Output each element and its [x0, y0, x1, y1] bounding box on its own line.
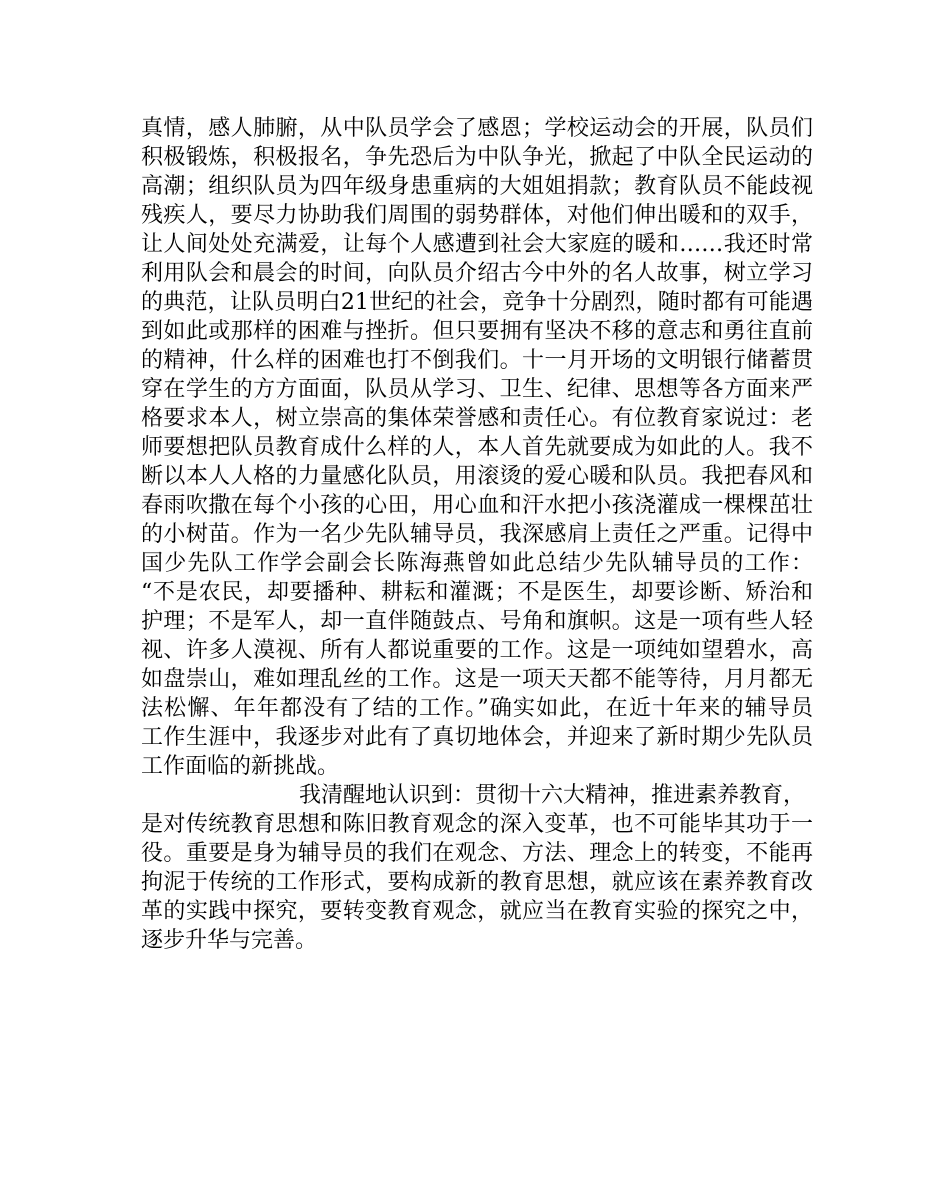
- document-body: [141, 114, 813, 955]
- text-line: 断以本人人格的力量感化队员，用滚烫的爱心暖和队员。我把春风和: [141, 464, 813, 489]
- text-line: 工作生涯中，我逐步对此有了真切地体会，并迎来了新时期少先队员: [141, 725, 813, 750]
- text-line: 护理；不是军人，却一直伴随鼓点、号角和旗帜。这是一项有些人轻: [141, 609, 813, 634]
- text-line: 我清醒地认识到：贯彻十六大精神，推进素养教育，: [299, 783, 806, 808]
- text-line: 到如此或那样的困难与挫折。但只要拥有坚决不移的意志和勇往直前: [141, 319, 813, 344]
- text-line: 视、许多人漠视、所有人都说重要的工作。这是一项纯如望碧水，高: [141, 638, 813, 663]
- text-line: 让人间处处充满爱，让每个人感遭到社会大家庭的暖和……我还时常: [141, 232, 813, 257]
- text-line: 是对传统教育思想和陈旧教育观念的深入变革，也不可能毕其功于一: [141, 812, 813, 837]
- text-line: “不是农民，却要播种、耕耘和灌溉；不是医生，却要诊断、矫治和: [141, 580, 813, 605]
- text-line: 积极锻炼，积极报名，争先恐后为中队争光，掀起了中队全民运动的: [141, 145, 813, 170]
- text-line: 师要想把队员教育成什么样的人，本人首先就要成为如此的人。我不: [141, 435, 813, 460]
- text-line: 残疾人，要尽力协助我们周围的弱势群体，对他们伸出暖和的双手，: [141, 203, 813, 228]
- text-line: 真情，感人肺腑，从中队员学会了感恩；学校运动会的开展，队员们: [141, 116, 813, 141]
- text-line: 如盘崇山，难如理乱丝的工作。这是一项天天都不能等待，月月都无: [141, 667, 813, 692]
- text-line: 国少先队工作学会副会长陈海燕曾如此总结少先队辅导员的工作：: [141, 551, 813, 576]
- text-line: 格要求本人，树立崇高的集体荣誉感和责任心。有位教育家说过：老: [141, 406, 813, 431]
- text-line: 法松懈、年年都没有了结的工作。”确实如此，在近十年来的辅导员: [141, 696, 813, 721]
- text-line: 的典范，让队员明白21世纪的社会，竞争十分剧烈，随时都有可能遇: [141, 290, 813, 315]
- text-line: 穿在学生的方方面面，队员从学习、卫生、纪律、思想等各方面来严: [141, 377, 813, 402]
- text-line: 役。重要是身为辅导员的我们在观念、方法、理念上的转变，不能再: [141, 841, 813, 866]
- text-line: 逐步升华与完善。: [141, 928, 318, 953]
- text-line: 利用队会和晨会的时间，向队员介绍古今中外的名人故事，树立学习: [141, 261, 813, 286]
- text-line: 工作面临的新挑战。: [141, 754, 340, 779]
- paragraph-2: [141, 781, 813, 955]
- text-line: 的精神，什么样的困难也打不倒我们。十一月开场的文明银行储蓄贯: [141, 348, 813, 373]
- text-line: 拘泥于传统的工作形式，要构成新的教育思想，就应该在素养教育改: [141, 870, 813, 895]
- text-line: 春雨吹撒在每个小孩的心田，用心血和汗水把小孩浇灌成一棵棵茁壮: [141, 493, 813, 518]
- text-line: 高潮；组织队员为四年级身患重病的大姐姐捐款；教育队员不能歧视: [141, 174, 813, 199]
- text-line: 革的实践中探究，要转变教育观念，就应当在教育实验的探究之中，: [141, 899, 813, 924]
- paragraph-1: [141, 114, 813, 781]
- text-line: 的小树苗。作为一名少先队辅导员，我深感肩上责任之严重。记得中: [141, 522, 813, 547]
